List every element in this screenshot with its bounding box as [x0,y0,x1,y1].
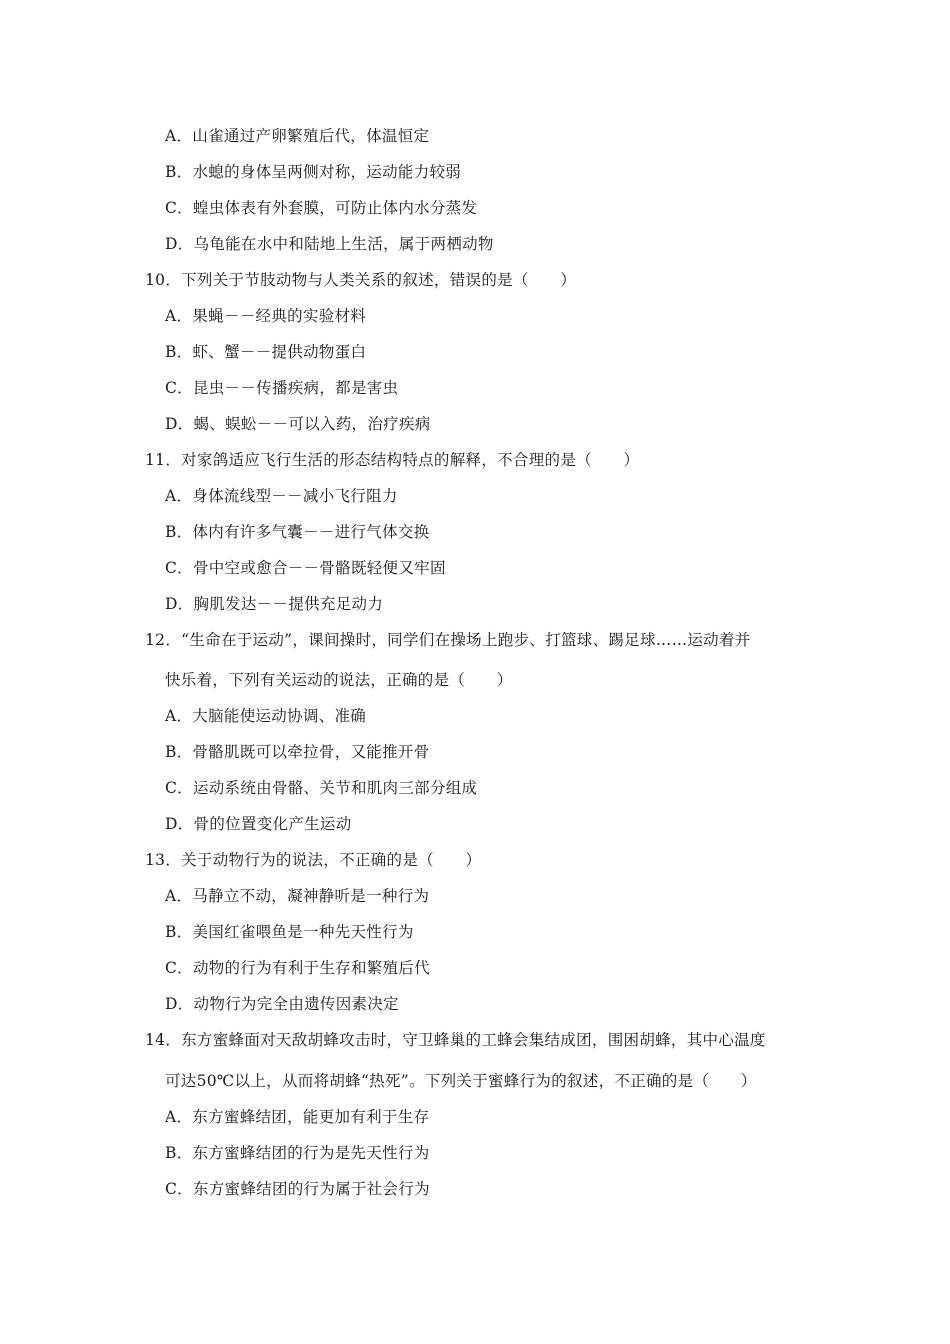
question-13-option-a: A．马静立不动，凝神静听是一种行为 [165,887,430,905]
question-11-option-a: A．身体流线型－－减小飞行阻力 [165,487,398,505]
question-12-stem-continued: 快乐着，下列有关运动的说法，正确的是（ ） [165,671,513,689]
question-10-stem: 10．下列关于节肢动物与人类关系的叙述，错误的是（ ） [145,271,577,289]
question-13-option-d: D．动物行为完全由遗传因素决定 [165,995,399,1013]
question-14-option-a: A．东方蜜蜂结团，能更加有利于生存 [165,1108,430,1126]
question-14-stem-continued: 可达50℃以上，从而将胡蜂“热死”。下列关于蜜蜂行为的叙述，不正确的是（ ） [165,1072,757,1090]
question-11-stem: 11．对家鸽适应飞行生活的形态结构特点的解释，不合理的是（ ） [145,451,640,469]
option-b: B．水螅的身体呈两侧对称，运动能力较弱 [165,163,462,181]
question-12-option-b: B．骨骼肌既可以牵拉骨，又能推开骨 [165,743,430,761]
question-12-option-d: D．骨的位置变化产生运动 [165,815,352,833]
option-c: C．蝗虫体表有外套膜，可防止体内水分蒸发 [165,199,478,217]
question-14-stem: 14．东方蜜蜂面对天敌胡蜂攻击时，守卫蜂巢的工蜂会集结成团，围困胡蜂，其中心温度 [145,1031,766,1049]
question-13-option-c: C．动物的行为有利于生存和繁殖后代 [165,959,430,977]
question-10-option-b: B．虾、蟹－－提供动物蛋白 [165,343,367,361]
question-10-option-a: A．果蝇－－经典的实验材料 [165,307,367,325]
option-d: D．乌龟能在水中和陆地上生活，属于两栖动物 [165,235,494,253]
option-a: A．山雀通过产卵繁殖后代，体温恒定 [165,127,430,145]
question-12-option-c: C．运动系统由骨骼、关节和肌肉三部分组成 [165,779,478,797]
question-14-option-c: C．东方蜜蜂结团的行为属于社会行为 [165,1180,430,1198]
question-10-option-c: C．昆虫－－传播疾病，都是害虫 [165,379,399,397]
question-11-option-c: C．骨中空或愈合－－骨骼既轻便又牢固 [165,559,446,577]
question-10-option-d: D．蝎、蜈蚣－－可以入药，治疗疾病 [165,415,431,433]
question-13-stem: 13．关于动物行为的说法，不正确的是（ ） [145,851,482,869]
question-12-option-a: A．大脑能使运动协调、准确 [165,707,367,725]
question-12-stem: 12．“生命在于运动”，课间操时，同学们在操场上跑步、打篮球、踢足球……运动着并 [145,631,751,649]
question-13-option-b: B．美国红雀喂鱼是一种先天性行为 [165,923,414,941]
question-11-option-d: D．胸肌发达－－提供充足动力 [165,595,384,613]
question-14-option-b: B．东方蜜蜂结团的行为是先天性行为 [165,1144,430,1162]
question-11-option-b: B．体内有许多气囊－－进行气体交换 [165,523,430,541]
